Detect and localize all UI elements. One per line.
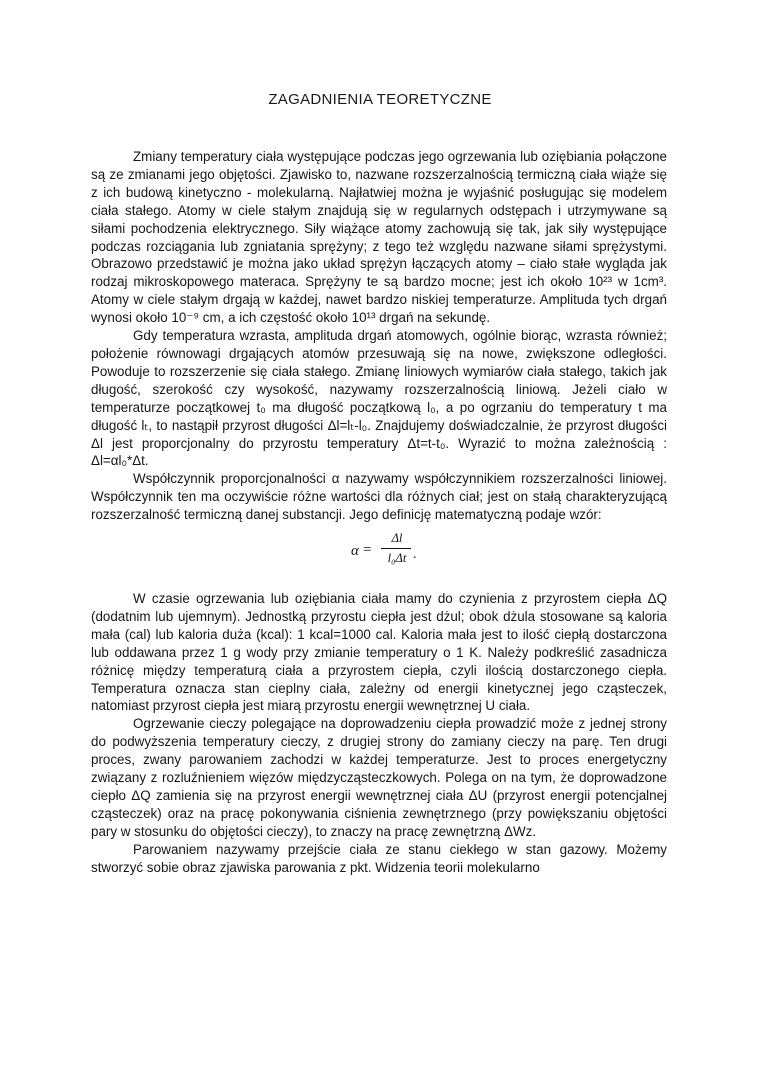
paragraph-linear-expansion: Gdy temperatura wzrasta, amplituda drgań atomowych, ogólnie biorąc, wzrasta również; położenie równowagi drgających atomów przesuwają się na nowe, zwiększone odległości. Powoduje to rozszerzenie się ciała stałego. Zmianę liniowych wymiarów ciała stałego, takich jak długość, szerokość czy wysokość, nazywamy rozszerzalnością liniową. Jeżeli ciało w temperaturze początkowej t₀ ma długość początkową l₀, a po ogrzaniu do temperatury t ma długość lₜ, to nastąpił przyrost długości Δl=lₜ-l₀. Znajdujemy doświadczalnie, że przyrost długości Δl jest proporcjonalny do przyrostu temperatury Δt=t-t₀. Wyrazić to można zależnością : Δl=αl₀*Δt. [91,328,667,469]
paragraph-thermal-expansion-intro: Zmiany temperatury ciała występujące podczas jego ogrzewania lub oziębiania połączone są ze zmianami jego objętości. Zjawisko to, nazwane rozszerzalnością termiczną ciała wiąże się z ich budową kinetyczno - molekularną. Najłatwiej można je wyjaśnić posługując się modelem ciała stałego. Atomy w ciele stałym znajdują się w regularnych odstępach i utrzymywane są siłami pochodzenia elektrycznego. Siły wiążące atomy zachowują się tak, jak siły występujące podczas rozciągania lub zgniatania sprężyny; z tego też względu nazwane siłami sprężystymi. Obrazowo przedstawić je można jako układ sprężyn łączących atomy – ciało stałe wygląda jak rodzaj mikroskopowego materaca. Sprężyny te są bardzo mocne; jest ich około 10²³ w 1cm³. Atomy w ciele stałym drgają w każdej, nawet bardzo niskiej temperaturze. Amplituda tych drgań wynosi około 10⁻⁹ cm, a ich częstość około 10¹³ drgań na sekundę. [91,149,667,326]
paragraph-heat-increment: W czasie ogrzewania lub oziębiania ciała mamy do czynienia z przyrostem ciepła ΔQ (dodatnim lub ujemnym). Jednostką przyrostu ciepła jest dżul; obok dżula stosowane są kaloria mała (cal) lub kaloria duża (kcal): 1 kcal=1000 cal. Kaloria mała jest to ilość ciepłą dostarczona lub oddawana przez 1 g wody przy zmianie temperatury o 1 K. Należy podkreślić zasadnicza różnicę między temperaturą ciała a przyrostem ciepła, czyli ilością dostarczonego ciepła. Temperatura oznacza stan cieplny ciała, zależny od energii kinetycznej jego cząsteczek, natomiast przyrost ciepła jest miarą przyrostu energii wewnętrznej U ciała. [91,591,667,714]
formula-lhs: α [351,543,359,560]
formula-fraction-bar [381,548,411,549]
formula-denominator: l₀Δt [387,551,407,566]
formula-alpha [91,524,667,590]
formula-equals: = [363,542,372,559]
formula-terminator: . [413,547,417,563]
paragraph-liquid-heating: Ogrzewanie cieczy polegające na doprowadzeniu ciepła prowadzić może z jednej strony do podwyższenia temperatury cieczy, z drugiej strony do zamiany cieczy na parę. Ten drugi proces, zwany parowaniem zachodzi w każdej temperaturze. Jest to proces energetyczny związany z rozluźnieniem więzów międzycząsteczkowych. Polega on na tym, że doprowadzone ciepło ΔQ zamienia się na przyrost energii wewnętrznej ciała ΔU (przyrost energii potencjalnej cząsteczek) oraz na pracę pokonywania ciśnienia zewnętrznego (przy powiększaniu objętości pary w stosunku do objętości cieczy), to znaczy na pracę zewnętrzną ΔWz. [91,716,667,839]
paragraph-expansion-coefficient: Współczynnik proporcjonalności α nazywamy współczynnikiem rozszerzalności liniowej. Współczynnik ten ma oczywiście różne wartości dla różnych ciał; jest on stałą charakteryzującą rozszerzalność termiczną danej substancji. Jego definicję matematyczną podaje wzór: [91,471,667,523]
body-text [91,148,667,877]
page-title: ZAGADNIENIA TEORETYCZNE [268,91,492,108]
formula-numerator: Δl [391,531,403,546]
paragraph-evaporation: Parowaniem nazywamy przejście ciała ze stanu ciekłego w stan gazowy. Możemy stworzyć sobie obraz zjawiska parowania z pkt. Widzenia teorii molekularno [91,841,667,875]
